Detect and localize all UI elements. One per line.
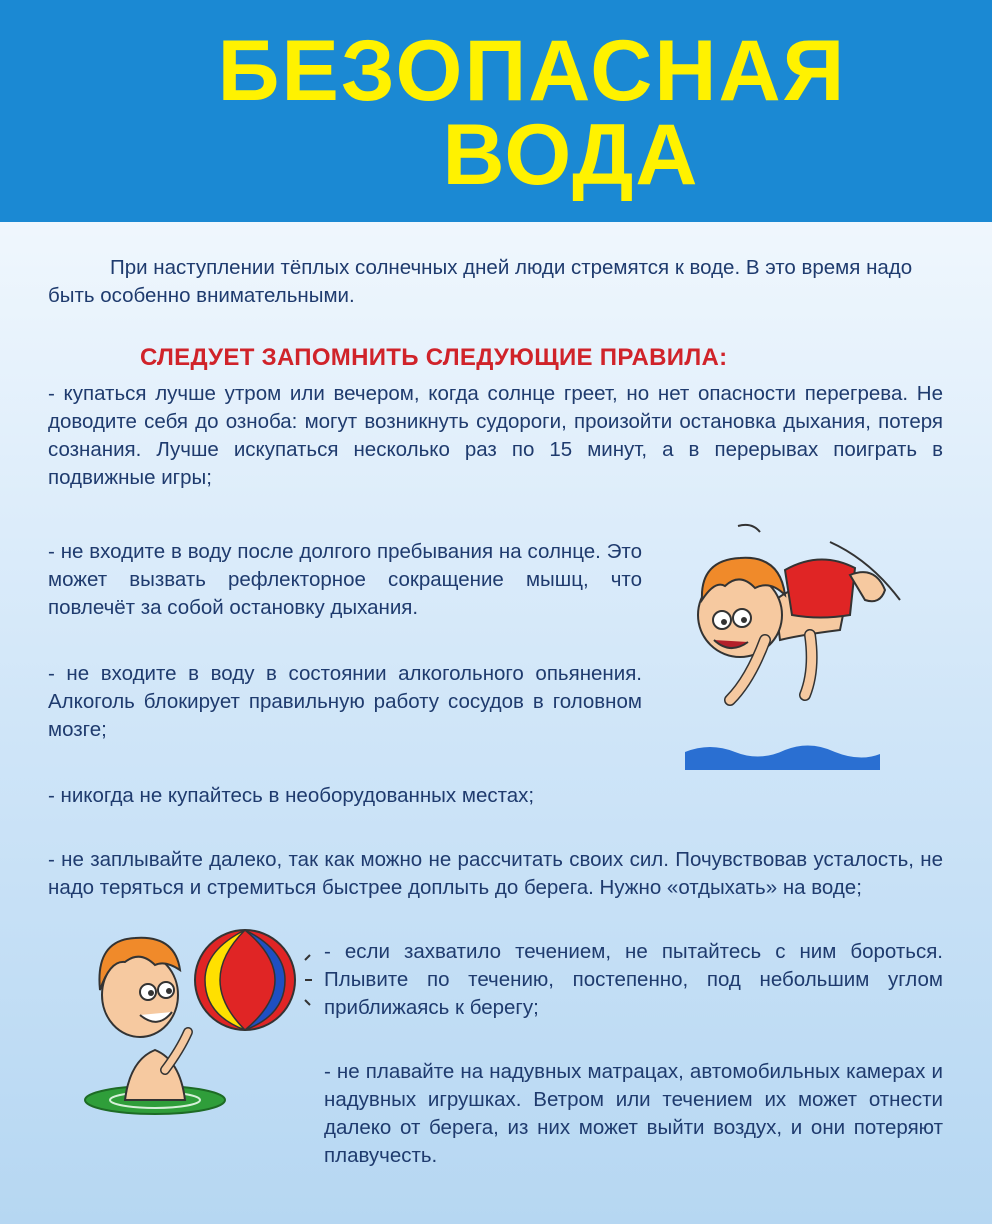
title-line-1: БЕЗОПАСНАЯ: [217, 23, 847, 119]
rule-6: - если захватило течением, не пытайтесь с ним бороться. Плывите по течению, постепенно, под небольшим углом приближаясь к берегу;: [324, 940, 943, 1019]
intro-paragraph: При наступлении тёплых солнечных дней люди стремятся к воде. В это время надо быть особенно внимательными.: [48, 256, 913, 307]
header-banner: [0, 0, 992, 222]
rule-4: - никогда не купайтесь в необорудованных местах;: [48, 784, 535, 807]
rule-5: - не заплывайте далеко, так как можно не рассчитать своих сил. Почувствовав усталость, не надо теряться и стремиться быстрее доплыть до берега. Нужно «отдыхать» на воде;: [48, 848, 943, 899]
rule-2: - не входите в воду после долгого пребывания на солнце. Это может вызвать рефлекторное сокращение мышц, что повлечёт за собой остановку дыхания.: [48, 540, 642, 619]
rules-heading: СЛЕДУЕТ ЗАПОМНИТЬ СЛЕДУЮЩИЕ ПРАВИЛА:: [140, 344, 728, 371]
rule-3: - не входите в воду в состоянии алкогольного опьянения. Алкоголь блокирует правильную работу сосудов в головном мозге;: [48, 662, 642, 741]
title-line-2: ВОДА: [442, 107, 700, 203]
diving-boy-illustration: [680, 520, 910, 780]
rule-1: - купаться лучше утром или вечером, когда солнце греет, но нет опасности перегрева. Не доводите себя до озноба: могут возникнуть судороги, произойти остановка дыхания, потеря сознания. Лучше искупаться несколько раз по 15 минут, а в перерывах поиграть в подвижные игры;: [48, 382, 943, 489]
boy-with-ball-illustration: [70, 920, 320, 1120]
rule-7: - не плавайте на надувных матрацах, автомобильных камерах и надувных игрушках. Ветром или течением их может отнести далеко от берега, из них может выйти воздух, и они потеряют плавучесть.: [324, 1060, 943, 1167]
